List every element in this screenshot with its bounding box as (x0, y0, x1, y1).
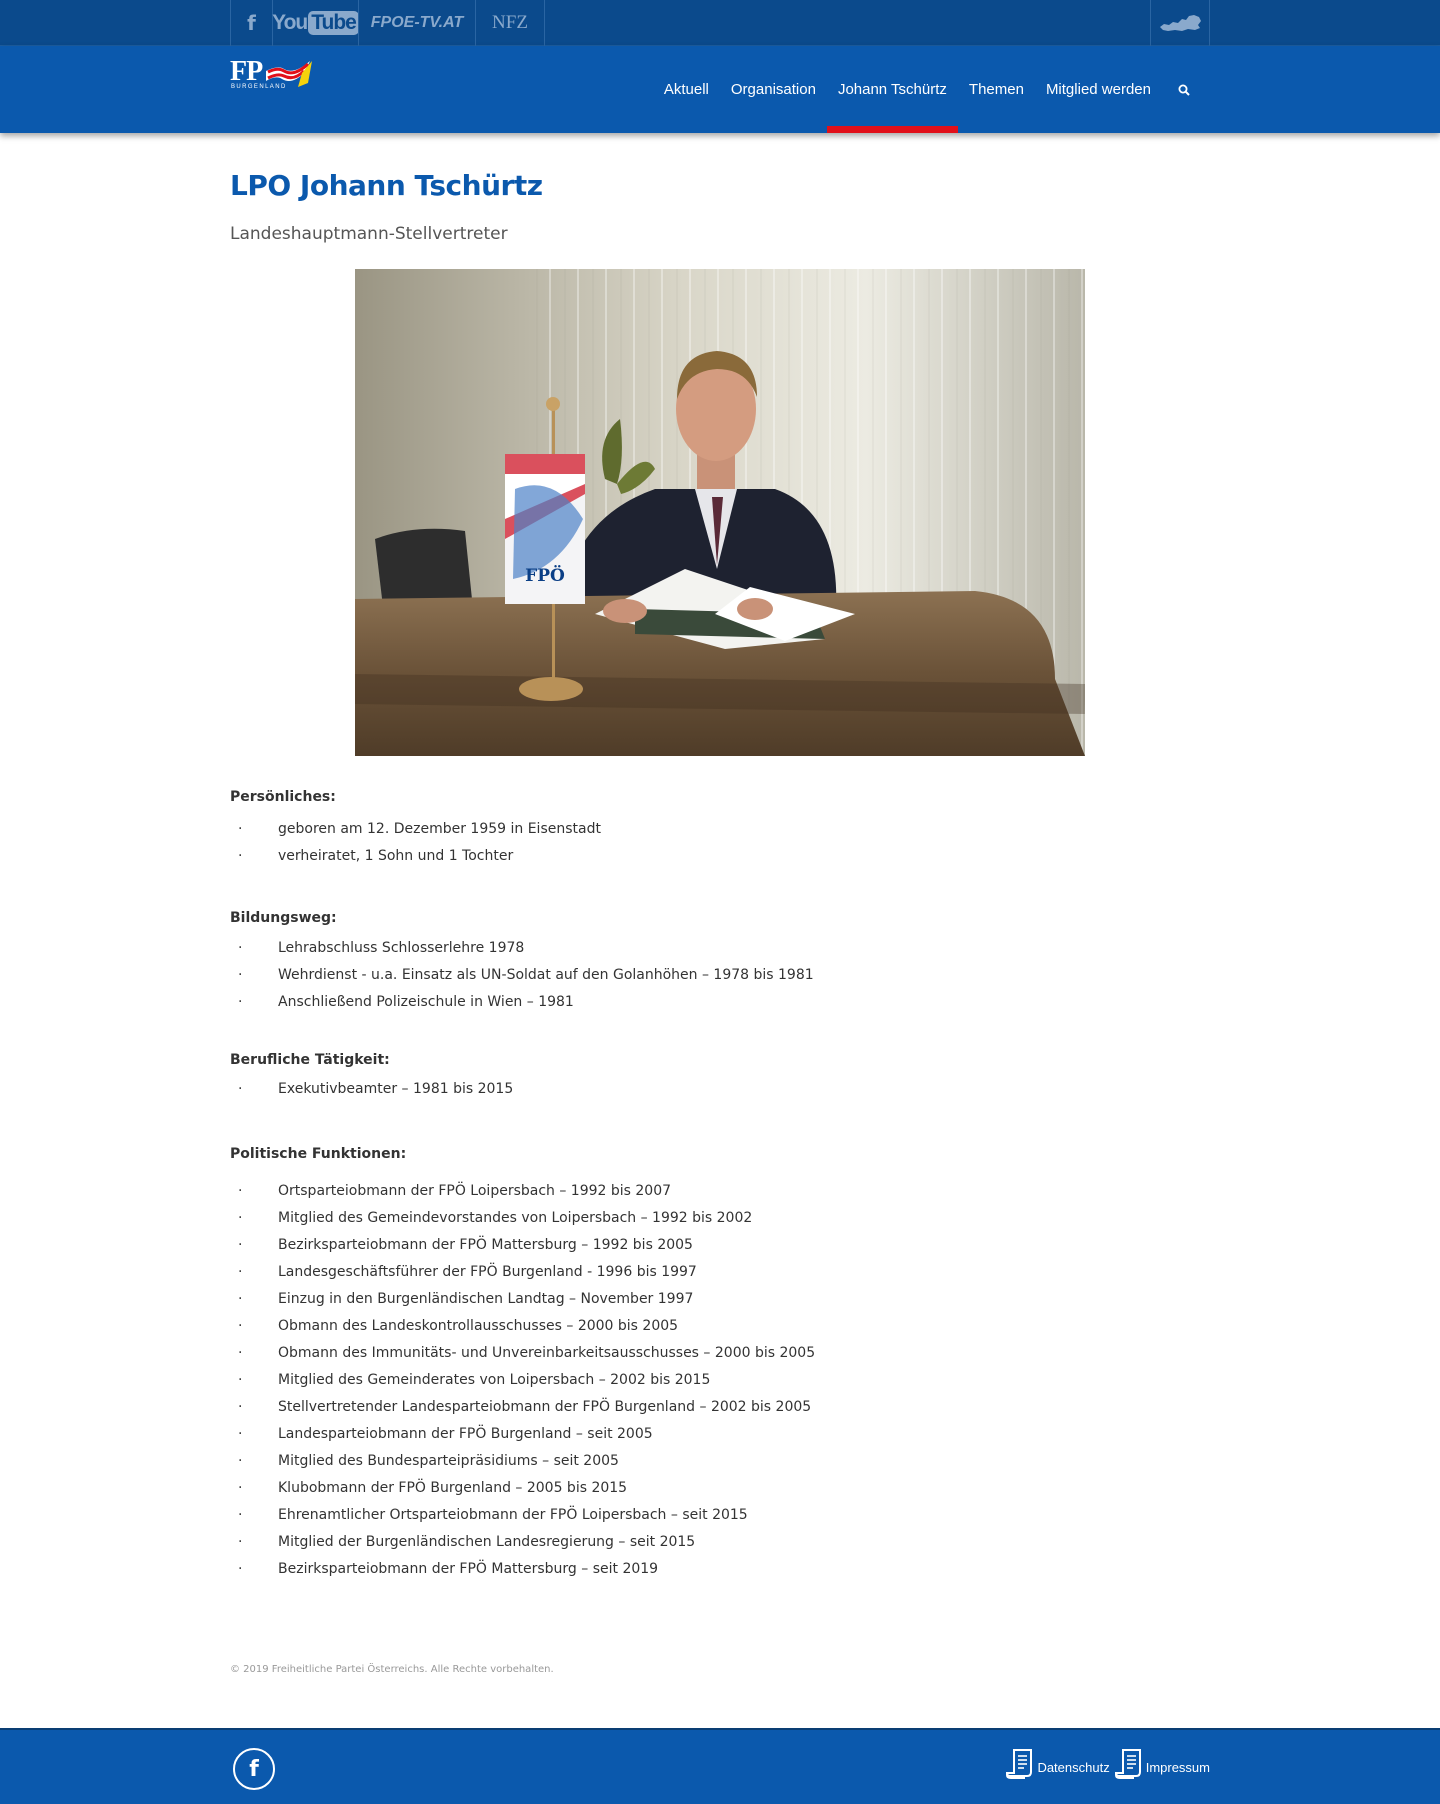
nav-themen[interactable]: Themen (968, 81, 1024, 98)
list-item: · Ehrenamtlicher Ortsparteiobmann der FPÖ Loipersbach – seit 2015 (230, 1502, 815, 1529)
list-item: · Wehrdienst - u.a. Einsatz als UN-Soldat auf den Golanhöhen – 1978 bis 1981 (230, 962, 814, 989)
list-item: · Stellvertretender Landesparteiobmann der FPÖ Burgenland – 2002 bis 2005 (230, 1394, 815, 1421)
nav-mitglied-werden[interactable]: Mitglied werden (1045, 81, 1151, 98)
list-politische-funktionen (230, 1178, 815, 1583)
youtube-logo-tube: Tube (308, 11, 359, 35)
list-item: · Mitglied des Gemeinderates von Loipersbach – 2002 bis 2015 (230, 1367, 815, 1394)
portrait-photo (355, 269, 1085, 756)
logo-text: FP (230, 56, 263, 87)
fpoe-burgenland-logo[interactable] (230, 58, 320, 92)
facebook-icon: f (249, 1756, 259, 1782)
list-item: · Obmann des Landeskontrollausschusses – 2000 bis 2005 (230, 1313, 815, 1340)
nav-johann-tschuertz[interactable]: Johann Tschürtz (827, 46, 958, 133)
datenschutz-link[interactable] (1005, 1748, 1109, 1780)
footer-links (1001, 1748, 1210, 1780)
list-item: · Bezirksparteiobmann der FPÖ Mattersburg – 1992 bis 2005 (230, 1232, 815, 1259)
list-item: · Ortsparteiobmann der FPÖ Loipersbach – 1992 bis 2007 (230, 1178, 815, 1205)
document-icon (1114, 1748, 1144, 1780)
fpoe-tv-logo: FPOE-TV.AT (370, 14, 464, 31)
youtube-link[interactable] (272, 0, 358, 46)
list-item: · Lehrabschluss Schlosserlehre 1978 (230, 935, 814, 962)
section-heading-berufliche-taetigkeit: Berufliche Tätigkeit: (230, 1052, 390, 1068)
list-persoenliches (230, 816, 601, 870)
impressum-link[interactable] (1114, 1748, 1210, 1780)
facebook-icon: f (247, 11, 256, 35)
section-heading-bildungsweg: Bildungsweg: (230, 910, 337, 926)
main-content (230, 166, 1210, 1577)
main-nav (653, 46, 1210, 133)
austria-map-icon (1158, 12, 1202, 34)
social-topbar (0, 0, 1440, 46)
list-item: · geboren am 12. Dezember 1959 in Eisenstadt (230, 816, 601, 843)
page-title: LPO Johann Tschürtz (230, 169, 543, 202)
list-item: · Landesgeschäftsführer der FPÖ Burgenland - 1996 bis 1997 (230, 1259, 815, 1286)
list-item: · Exekutivbeamter – 1981 bis 2015 (230, 1076, 513, 1103)
social-topbar-inner (230, 0, 1210, 46)
nfz-link[interactable] (475, 0, 545, 46)
datenschutz-label: Datenschutz (1037, 1760, 1110, 1775)
list-item: · Landesparteiobmann der FPÖ Burgenland – seit 2005 (230, 1421, 815, 1448)
list-item: · Mitglied des Gemeindevorstandes von Loipersbach – 1992 bis 2002 (230, 1205, 815, 1232)
fpoe-tv-link[interactable] (358, 0, 475, 46)
list-item: · Mitglied des Bundesparteipräsidiums – seit 2005 (230, 1448, 815, 1475)
nfz-logo: NFZ (492, 12, 528, 33)
logo-subtext: BURGENLAND (231, 84, 287, 90)
list-item: · Bezirksparteiobmann der FPÖ Mattersburg – seit 2019 (230, 1556, 815, 1583)
flag-label: FPÖ (525, 566, 565, 586)
impressum-label: Impressum (1145, 1760, 1210, 1775)
nav-organisation[interactable]: Organisation (730, 81, 816, 98)
list-item: · Klubobmann der FPÖ Burgenland – 2005 bis 2015 (230, 1475, 815, 1502)
portrait-photo-image (355, 269, 1085, 756)
youtube-logo-you: You (272, 11, 308, 34)
document-icon (1005, 1748, 1035, 1780)
page-subtitle: Landeshauptmann-Stellvertreter (230, 224, 508, 244)
list-item: · Mitglied der Burgenländischen Landesregierung – seit 2015 (230, 1529, 815, 1556)
list-bildungsweg (230, 935, 814, 1016)
copyright-text: © 2019 Freiheitliche Partei Österreichs. Alle Rechte vorbehalten. (230, 1664, 554, 1675)
list-item: · verheiratet, 1 Sohn und 1 Tochter (230, 843, 601, 870)
list-item: · Obmann des Immunitäts- und Unvereinbarkeitsausschusses – 2000 bis 2005 (230, 1340, 815, 1367)
footer-facebook-link[interactable] (233, 1748, 275, 1790)
site-footer (0, 1728, 1440, 1804)
list-item: · Einzug in den Burgenländischen Landtag – November 1997 (230, 1286, 815, 1313)
facebook-link[interactable] (230, 0, 272, 46)
search-icon (1178, 84, 1190, 96)
search-button[interactable] (1162, 46, 1210, 133)
section-heading-politische-funktionen: Politische Funktionen: (230, 1146, 407, 1162)
main-header (0, 46, 1440, 133)
list-item: · Anschließend Polizeischule in Wien – 1981 (230, 989, 814, 1016)
austria-map-link[interactable] (1150, 0, 1210, 46)
list-berufliche-taetigkeit (230, 1076, 513, 1103)
nav-aktuell[interactable]: Aktuell (663, 81, 709, 98)
section-heading-persoenliches: Persönliches: (230, 789, 336, 805)
